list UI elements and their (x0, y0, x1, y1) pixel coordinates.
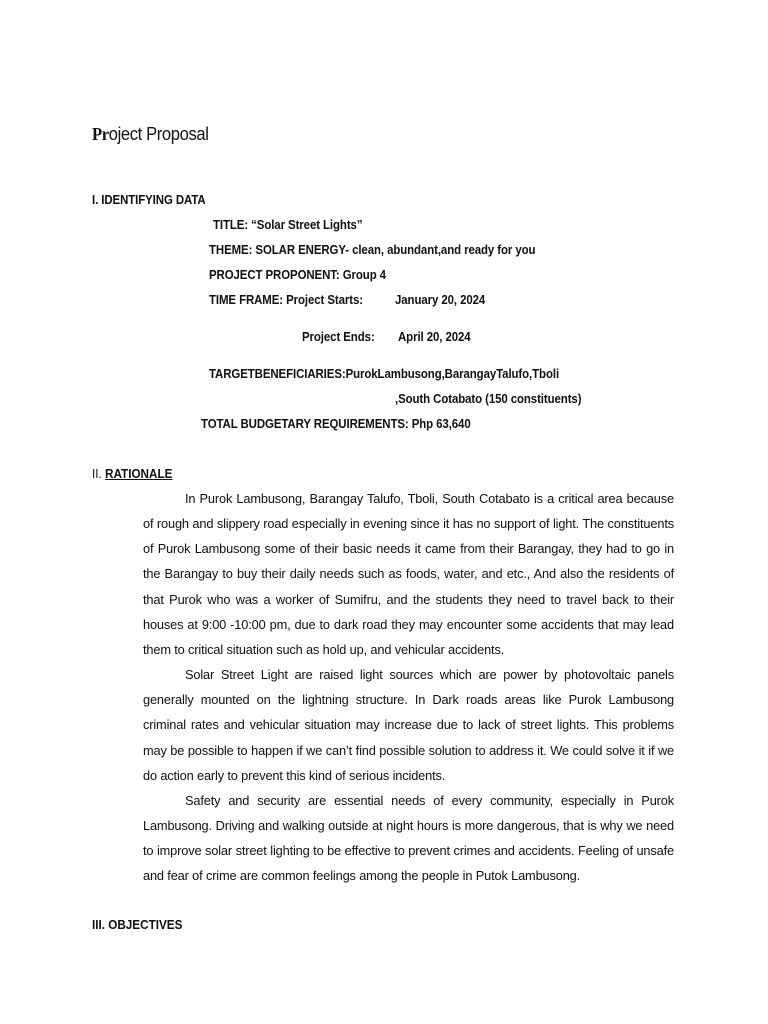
document-title-prefix: Pr (92, 124, 109, 144)
project-title-line: TITLE: “Solar Street Lights” (213, 217, 363, 232)
rationale-paragraph: In Purok Lambusong, Barangay Talufo, Tboli, South Cotabato is a critical area because of rough and slippery road especially in evening since it has no support of light. The constituents of Purok Lambusong some of their basic needs it came from their Barangay, they had to go in the Barangay to buy their daily needs such as foods, water, and etc., And also the residents of that Purok who was a worker of Sumifru, and the students they need to travel back to their houses at 9:00 -10:00 pm, due to dark road they may encounter some accidents that may lead them to critical situation such as hold up, and vehicular accidents. (143, 491, 674, 657)
proponent-line: PROJECT PROPONENT: Group 4 (209, 267, 386, 282)
rationale-title: RATIONALE (105, 466, 173, 481)
objectives-title: III. OBJECTIVES (92, 917, 183, 932)
rationale-number: II. (92, 466, 102, 481)
theme-line: THEME: SOLAR ENERGY- clean, abundant,and ready for you (209, 242, 536, 257)
rationale-heading (92, 466, 172, 481)
objectives-heading (92, 917, 182, 932)
beneficiaries-line-1: TARGETBENEFICIARIES:PurokLambusong,BarangayTalufo,Tboli (209, 366, 560, 381)
document-title-rest: oject Proposal (108, 124, 209, 144)
timeframe-end-label: Project Ends: (302, 329, 375, 344)
timeframe-end-date: April 20, 2024 (398, 329, 471, 344)
rationale-paragraph: Solar Street Light are raised light sources which are power by photovoltaic panels generally mounted on the lightning structure. In Dark roads areas like Purok Lambusong criminal rates and vehicular situation may increase due to lack of street lights. This problems may be possible to happen if we can’t find possible solution to address it. We could solve it if we do action early to prevent this kind of serious incidents. (143, 667, 674, 783)
document-title (92, 124, 209, 145)
timeframe-start-label: TIME FRAME: Project Starts: (209, 292, 363, 307)
identifying-data-heading: I. IDENTIFYING DATA (92, 192, 206, 207)
beneficiaries-line-2: ,South Cotabato (150 constituents) (395, 391, 582, 406)
timeframe-start-date: January 20, 2024 (395, 292, 486, 307)
rationale-body (143, 486, 674, 889)
rationale-paragraph: Safety and security are essential needs of every community, especially in Purok Lambusong. Driving and walking outside at night hours is more dangerous, that is why we need to improve solar street lighting to be effective to prevent crimes and accidents. Feeling of unsafe and fear of crime are common feelings among the people in Putok Lambusong. (143, 792, 674, 884)
budget-line: TOTAL BUDGETARY REQUIREMENTS: Php 63,640 (201, 416, 471, 431)
